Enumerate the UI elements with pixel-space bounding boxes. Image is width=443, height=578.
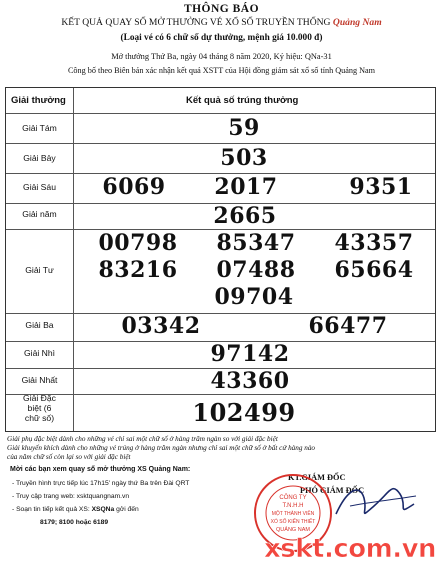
heading-text: KẾT QUẢ QUAY SỐ MỞ THƯỞNG VÉ XỔ SỐ TRUYỀN THỐNG: [61, 17, 331, 28]
document-heading: [0, 17, 443, 28]
signature-title: KT.GIÁM ĐỐC: [288, 473, 346, 482]
prize-number-sau-1: 6069: [102, 174, 166, 200]
note-line: của năm chữ số còn lại so với giải đặc biệt: [7, 453, 131, 461]
prize-number-tu-1: 00798: [98, 230, 178, 256]
stamp-line: QUẢNG NAM: [276, 527, 310, 533]
info-line-web: - Truy cập trang web: xsktquangnam.vn: [12, 493, 130, 500]
sms-code: XSQNa: [91, 506, 115, 513]
label-line: chữ số): [24, 412, 55, 423]
prize-number-ba-1: 03342: [121, 313, 201, 339]
header-result: Kết quả số trúng thưởng: [186, 95, 299, 106]
handwritten-signature: [330, 476, 420, 526]
publish-info: Công bố theo Biên bản xác nhận kết quả XSTT của Hội đồng giám sát xổ số tỉnh Quảng Nam: [67, 66, 376, 75]
watermark-logo: xskt.com.vn: [264, 534, 437, 564]
prize-number-ba-2: 66477: [308, 313, 388, 339]
prize-number-tu-7: 09704: [214, 284, 294, 310]
prize-number-sau-3: 9351: [349, 174, 413, 200]
stamp-line: CÔNG TY: [279, 495, 307, 501]
header-prize: Giải thưởng: [11, 95, 66, 106]
prize-number-nam: 2665: [213, 203, 277, 229]
stamp-line: T.N.H.H: [282, 503, 304, 509]
prize-number-bay: 503: [220, 145, 268, 171]
signature-role: PHÓ GIÁM ĐỐC: [300, 486, 365, 495]
column-divider: [73, 88, 74, 431]
prize-number-tu-6: 65664: [334, 257, 414, 283]
prize-number-tam: 59: [228, 115, 260, 141]
document-subheading: (Loại vé có 6 chữ số dự thưởng, mệnh giá 10.000 đ): [120, 33, 323, 43]
prize-label-dac-biet: [6, 394, 73, 424]
label-line: biệt (6: [27, 402, 52, 413]
sms-prefix: - Soạn tin tiếp kết quả XS:: [12, 506, 90, 513]
prize-number-tu-2: 85347: [216, 230, 296, 256]
prize-label-tu: Giải Tư: [25, 265, 54, 275]
prize-number-sau-2: 2017: [214, 174, 278, 200]
row-divider: [6, 113, 435, 114]
prize-label-nam: Giải năm: [22, 209, 57, 219]
prize-label-nhat: Giải Nhất: [21, 375, 58, 385]
draw-info: Mở thưởng Thứ Ba, ngày 04 tháng 8 năm 2020, Ký hiệu: QNa-31: [111, 52, 332, 61]
prize-number-tu-4: 83216: [98, 257, 178, 283]
stamp-line: XỔ SỐ KIẾN THIẾT: [270, 519, 316, 525]
document-title: THÔNG BÁO: [183, 3, 260, 15]
prize-number-nhi: 97142: [210, 341, 290, 367]
prize-label-nhi: Giải Nhì: [23, 348, 56, 358]
prize-label-ba: Giải Ba: [25, 320, 54, 330]
brand-name: Quảng Nam: [332, 17, 382, 28]
prize-label-tam: Giải Tám: [22, 123, 57, 133]
invite-text: Mời các bạn xem quay số mở thưởng XS Quảng Nam:: [10, 466, 191, 473]
prize-number-tu-5: 07488: [216, 257, 296, 283]
prize-number-dac-biet: 102499: [192, 398, 296, 427]
sms-suffix: gởi đến: [116, 506, 139, 513]
row-divider: [6, 143, 435, 144]
info-line-numbers: 8179; 8100 hoặc 6189: [40, 519, 109, 526]
info-line-sms: [12, 506, 139, 514]
prize-label-sau: Giải Sáu: [23, 182, 56, 192]
prize-number-nhat: 43360: [210, 368, 290, 394]
info-line-tv: - Truyền hình trực tiếp lúc 17h15' ngày thứ Ba trên Đài QRT: [12, 480, 190, 487]
stamp-line: MỘT THÀNH VIÊN: [271, 511, 315, 517]
prize-label-bay: Giải Bảy: [23, 153, 56, 163]
note-line: Giải phụ đặc biệt dành cho những vé chỉ sai một chữ số ở hàng trăm ngàn so với giải đặc biệt: [7, 435, 278, 443]
label-line: Giải Đặc: [23, 393, 56, 403]
results-table: [5, 87, 436, 432]
note-line: Giải khuyến khích dành cho những vé trúng ở hàng trăm ngàn nhưng chỉ sai một chữ số ở bất cứ hàng nào: [7, 444, 316, 452]
prize-number-tu-3: 43357: [334, 230, 414, 256]
